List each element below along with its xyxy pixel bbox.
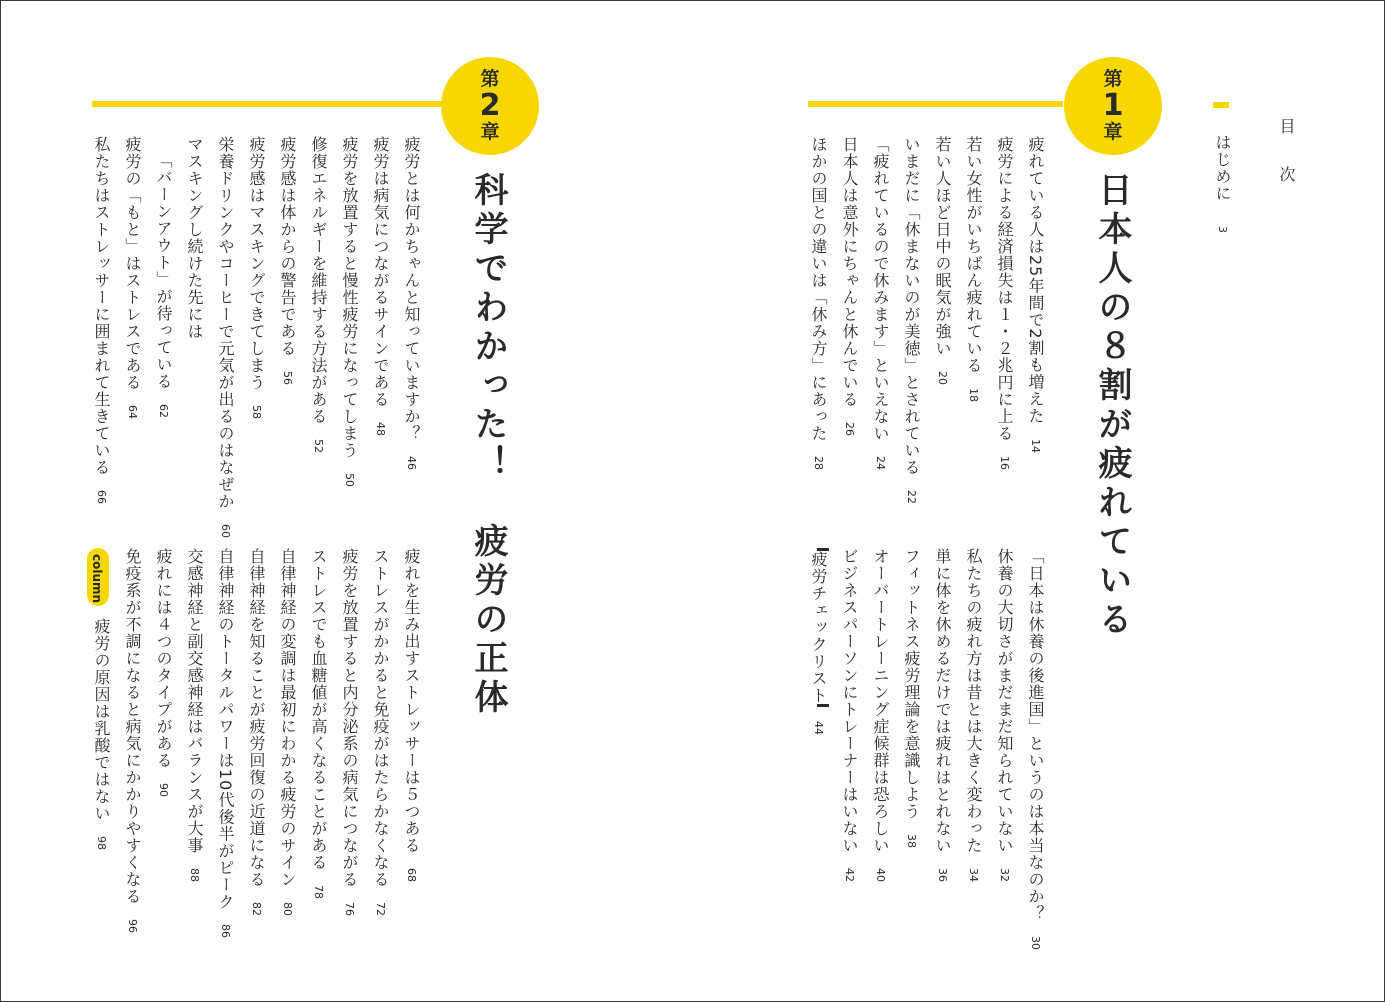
entry-label: 「バーンアウト」が待っている bbox=[154, 152, 173, 390]
entry-label: 疲れを生み出すストレッサーは５つある bbox=[402, 548, 421, 854]
entry-page: 62 bbox=[157, 404, 170, 418]
entry-page: 24 bbox=[874, 456, 887, 470]
chapter1-badge-top: 第 bbox=[1103, 68, 1123, 90]
entry-label: 疲れには４つのタイプがある bbox=[154, 548, 173, 769]
entry-label: 自律神経の変調は最初にわかる疲労のサイン bbox=[278, 548, 297, 888]
entry-page: 34 bbox=[967, 868, 980, 882]
chapter2-badge-number: 2 bbox=[479, 88, 501, 123]
chapter1-badge-bottom: 章 bbox=[1103, 121, 1123, 143]
checklist-bar-close bbox=[817, 704, 829, 707]
toc-entry[interactable] bbox=[245, 548, 267, 916]
entry-page: 76 bbox=[343, 902, 356, 916]
toc-entry[interactable] bbox=[121, 136, 143, 419]
entry-label: マスキングし続けた先には bbox=[185, 136, 204, 340]
entry-label: 交感神経と副交感神経はバランスが大事 bbox=[185, 548, 204, 854]
chapter1-badge-number: 1 bbox=[1102, 88, 1124, 123]
toc-accent-bar bbox=[1213, 102, 1229, 108]
chapter2-badge-top: 第 bbox=[480, 68, 500, 90]
toc-entry[interactable] bbox=[993, 136, 1015, 470]
entry-page: 30 bbox=[1029, 936, 1042, 950]
toc-entry[interactable] bbox=[183, 136, 205, 340]
entry-label: フィットネス疲労理論を意識しよう bbox=[902, 548, 921, 820]
toc-entry[interactable] bbox=[152, 548, 174, 797]
entry-page: 82 bbox=[250, 902, 263, 916]
entry-label: 栄養ドリンクやコーヒーで元気が出るのはなぜか bbox=[216, 136, 235, 510]
toc-entry[interactable] bbox=[214, 136, 236, 538]
entry-label: 疲労を放置すると内分泌系の病気につながる bbox=[340, 548, 359, 888]
entry-label: 疲労の「もと」はストレスである bbox=[123, 136, 142, 391]
toc-entry[interactable] bbox=[276, 548, 298, 916]
entry-page: 38 bbox=[905, 834, 918, 848]
toc-entry[interactable] bbox=[838, 548, 860, 882]
entry-label: 疲労とは何かちゃんと知っていますか？ bbox=[402, 136, 421, 442]
toc-entry[interactable] bbox=[369, 548, 391, 916]
toc-entry[interactable] bbox=[900, 136, 922, 504]
entry-label: 疲労感はマスキングできてしまう bbox=[247, 136, 266, 391]
toc-heading: 目 次 bbox=[1277, 118, 1296, 190]
entry-page: 98 bbox=[95, 836, 108, 850]
toc-entry[interactable] bbox=[838, 136, 860, 436]
entry-page: 46 bbox=[405, 456, 418, 470]
entry-page: 42 bbox=[843, 868, 856, 882]
toc-entry[interactable] bbox=[993, 548, 1015, 882]
entry-label: 休養の大切さがまだまだ知られていない bbox=[995, 548, 1014, 854]
entry-label: 日本人は意外にちゃんと休んでいる bbox=[840, 136, 859, 408]
chapter1-title: 日本人の８割が疲れている bbox=[1092, 172, 1132, 640]
checklist-entry[interactable] bbox=[807, 548, 829, 735]
entry-page: 88 bbox=[188, 868, 201, 882]
toc-entry[interactable] bbox=[869, 548, 891, 882]
toc-entry[interactable] bbox=[900, 548, 922, 848]
column-entry[interactable] bbox=[90, 618, 112, 850]
toc-entry[interactable] bbox=[214, 548, 236, 938]
entry-label: オーバートレーニング症候群は恐ろしい bbox=[871, 548, 890, 854]
toc-entry[interactable] bbox=[400, 548, 422, 882]
entry-page: 68 bbox=[405, 868, 418, 882]
entry-page: 20 bbox=[936, 371, 949, 385]
entry-page: 40 bbox=[874, 868, 887, 882]
entry-label: 疲労感は体からの警告である bbox=[278, 136, 297, 357]
toc-entry[interactable] bbox=[807, 136, 829, 470]
entry-label: 疲労による経済損失は１・２兆円に上る bbox=[995, 136, 1014, 442]
entry-page: 80 bbox=[281, 902, 294, 916]
toc-entry[interactable] bbox=[338, 548, 360, 916]
entry-page: 56 bbox=[281, 371, 294, 385]
toc-entry[interactable] bbox=[400, 136, 422, 470]
chapter2-title: 科学でわかった！ 疲労の正体 bbox=[468, 172, 508, 718]
entry-label: 私たちはストレッサーに囲まれて生きている bbox=[92, 136, 111, 476]
entry-label: 自律神経を知ることが疲労回復の近道になる bbox=[247, 548, 266, 888]
toc-entry[interactable] bbox=[962, 136, 984, 402]
entry-page: 72 bbox=[374, 902, 387, 916]
toc-entry[interactable] bbox=[931, 136, 953, 385]
chapter2-badge-bottom: 章 bbox=[480, 121, 500, 143]
entry-page: 50 bbox=[343, 473, 356, 487]
entry-label: 疲労を放置すると慢性疲労になってしまう bbox=[340, 136, 359, 459]
entry-label: 「疲れているので休みます」といえない bbox=[871, 136, 890, 442]
toc-entry[interactable] bbox=[962, 548, 984, 882]
entry-page: 32 bbox=[998, 868, 1011, 882]
toc-entry-continued[interactable] bbox=[152, 152, 174, 418]
entry-label: 単に体を休めるだけでは疲れはとれない bbox=[933, 548, 952, 854]
toc-entry[interactable] bbox=[307, 548, 329, 899]
toc-entry[interactable] bbox=[1024, 136, 1046, 453]
entry-label: 若い女性がいちばん疲れている bbox=[964, 136, 983, 374]
column-badge-label: column bbox=[90, 554, 104, 604]
entry-page: 52 bbox=[312, 439, 325, 453]
entry-page: 60 bbox=[219, 524, 232, 538]
entry-label: 自律神経のトータルパワーは10代後半がピーク bbox=[216, 548, 235, 911]
entry-label: いまだに「休まないのが美徳」とされている bbox=[902, 136, 921, 476]
entry-page: 90 bbox=[157, 783, 170, 797]
toc-entry[interactable] bbox=[338, 136, 360, 487]
entry-label: ストレスがかかると免疫がはたらかなくなる bbox=[371, 548, 390, 888]
entry-label: 免疫系が不調になると病気にかかりやすくなる bbox=[123, 548, 142, 905]
toc-entry[interactable] bbox=[369, 136, 391, 436]
entry-label: 疲労の原因は乳酸ではない bbox=[92, 618, 111, 822]
intro-label: はじめに bbox=[1213, 134, 1232, 202]
column-badge bbox=[87, 548, 109, 606]
entry-label: ほかの国との違いは「休み方」にあった bbox=[809, 136, 828, 442]
entry-page: 22 bbox=[905, 490, 918, 504]
toc-entry[interactable] bbox=[245, 136, 267, 419]
chapter1-accent-bar bbox=[808, 101, 1063, 107]
entry-label: 若い人ほど日中の眠気が強い bbox=[933, 136, 952, 357]
entry-label: 私たちの疲れ方は昔とは大きく変わった bbox=[964, 548, 983, 854]
toc-entry[interactable] bbox=[90, 136, 112, 504]
entry-page: 44 bbox=[812, 721, 825, 735]
entry-page: 14 bbox=[1029, 438, 1042, 453]
entry-page: 64 bbox=[126, 405, 139, 419]
toc-entry[interactable] bbox=[1024, 548, 1046, 950]
entry-page: 58 bbox=[250, 405, 263, 419]
entry-page: 18 bbox=[967, 388, 980, 402]
entry-label: 「日本は休養の後進国」というのは本当なのか？ bbox=[1026, 548, 1045, 922]
entry-page: 28 bbox=[812, 456, 825, 470]
chapter2-badge bbox=[441, 57, 539, 155]
entry-page: 78 bbox=[312, 885, 325, 899]
entry-label: 疲れている人は25年間で2割も増えた bbox=[1026, 136, 1045, 425]
entry-page: 96 bbox=[126, 919, 139, 933]
entry-page: 86 bbox=[219, 924, 232, 939]
entry-page: 36 bbox=[936, 868, 949, 882]
chapter2-accent-bar bbox=[92, 101, 442, 107]
entry-page: 66 bbox=[95, 490, 108, 504]
toc-entry[interactable] bbox=[121, 548, 143, 933]
entry-page: 48 bbox=[374, 422, 387, 436]
toc-entry[interactable] bbox=[931, 548, 953, 882]
entry-page: 26 bbox=[843, 422, 856, 436]
entry-label: 疲労チェックリスト bbox=[809, 551, 828, 704]
entry-label: ビジネスパーソンにトレーナーはいない bbox=[840, 548, 859, 854]
entry-label: 疲労は病気につながるサインである bbox=[371, 136, 390, 408]
intro-page: 3 bbox=[1216, 226, 1229, 234]
toc-entry[interactable] bbox=[869, 136, 891, 470]
entry-page: 16 bbox=[998, 456, 1011, 470]
entry-label: ストレスでも血糖値が高くなることがある bbox=[309, 548, 328, 871]
entry-label: 修復エネルギーを維持する方法がある bbox=[309, 136, 328, 425]
chapter1-badge bbox=[1064, 57, 1162, 155]
toc-entry[interactable] bbox=[307, 136, 329, 453]
toc-entry[interactable] bbox=[276, 136, 298, 385]
toc-entry[interactable] bbox=[183, 548, 205, 882]
intro-entry[interactable] bbox=[1211, 134, 1233, 233]
